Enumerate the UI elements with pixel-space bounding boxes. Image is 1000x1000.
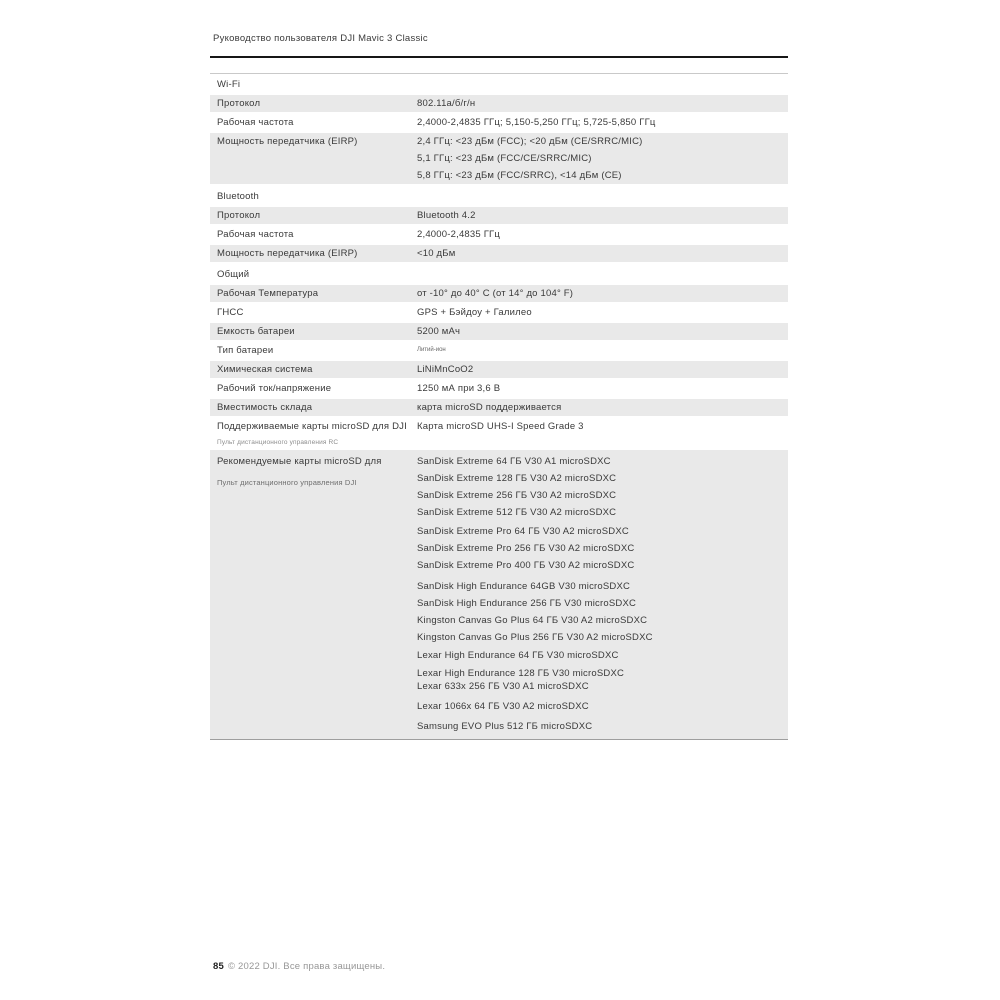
spec-value-line: 1250 мА при 3,6 В xyxy=(417,383,501,394)
spec-label xyxy=(210,226,414,243)
table-spec-row xyxy=(210,304,788,321)
page-title: Руководство пользователя DJI Mavic 3 Classic xyxy=(213,33,428,44)
spec-value-line: Литий-ион xyxy=(417,347,446,353)
spec-value xyxy=(414,304,788,321)
spec-value-line: SanDisk Extreme 512 ГБ V30 A2 microSDXC xyxy=(417,507,617,518)
table-spec-row xyxy=(210,95,788,112)
spec-value-line: SanDisk High Endurance 64GB V30 microSDXC xyxy=(417,581,631,592)
spec-value xyxy=(414,285,788,302)
table-spec-row xyxy=(210,285,788,302)
spec-value-line: Lexar High Endurance 64 ГБ V30 microSDXC xyxy=(417,650,619,661)
spec-value-line: SanDisk Extreme Pro 256 ГБ V30 A2 microSDXC xyxy=(417,543,635,554)
spec-value-line: 5,8 ГГц: <23 дБм (FCC/SRRC), <14 дБм (CE) xyxy=(417,170,622,181)
spec-value xyxy=(414,114,788,131)
spec-value-line: SanDisk Extreme 64 ГБ V30 A1 microSDXC xyxy=(417,456,611,467)
spec-table xyxy=(210,73,788,740)
spec-value-line: GPS + Бэйдоу + Галилео xyxy=(417,307,532,318)
spec-value xyxy=(414,453,788,735)
spec-label xyxy=(210,304,414,321)
spec-label xyxy=(210,285,414,302)
header-rule xyxy=(210,56,788,58)
page-number: 85 xyxy=(213,961,224,972)
spec-value xyxy=(414,361,788,378)
table-spec-row xyxy=(210,361,788,378)
spec-label xyxy=(210,207,414,224)
spec-label xyxy=(210,380,414,397)
spec-label-text: Поддерживаемые карты microSD для DJI xyxy=(217,421,407,432)
spec-label-text: Тип батареи xyxy=(217,345,274,356)
spec-value-line: 5200 мАч xyxy=(417,326,461,337)
spec-value xyxy=(414,207,788,224)
spec-value xyxy=(414,133,788,184)
spec-value-line: <10 дБм xyxy=(417,248,456,259)
spec-label-text: Рекомендуемые карты microSD для xyxy=(217,456,382,467)
spec-label xyxy=(210,245,414,262)
spec-label xyxy=(210,361,414,378)
spec-value-line: Lexar 1066x 64 ГБ V30 A2 microSDXC xyxy=(417,701,589,712)
table-section-header: Wi-Fi xyxy=(210,74,788,95)
spec-value-line: 5,1 ГГц: <23 дБм (FCC/CE/SRRC/MIC) xyxy=(417,153,592,164)
spec-value xyxy=(414,418,788,448)
spec-label-text: Рабочая частота xyxy=(217,229,294,240)
spec-value-line: 2,4 ГГц: <23 дБм (FCC); <20 дБм (CE/SRRC/MIC) xyxy=(417,136,643,147)
table-spec-row xyxy=(210,207,788,224)
spec-label xyxy=(210,399,414,416)
spec-label-text: Протокол xyxy=(217,98,261,109)
spec-label-text: Рабочая Температура xyxy=(217,288,319,299)
spec-value-line: 802.11a/б/г/н xyxy=(417,98,476,109)
spec-label-text: Вместимость склада xyxy=(217,402,313,413)
table-section-header: Bluetooth xyxy=(210,186,788,207)
spec-value xyxy=(414,226,788,243)
spec-label xyxy=(210,323,414,340)
spec-value-line: Kingston Canvas Go Plus 64 ГБ V30 A2 microSDXC xyxy=(417,615,648,626)
spec-value-line: Lexar High Endurance 128 ГБ V30 microSDXC xyxy=(417,668,625,679)
spec-value-line: карта microSD поддерживается xyxy=(417,402,562,413)
page-footer xyxy=(213,961,385,972)
spec-label-text: Мощность передатчика (EIRP) xyxy=(217,248,358,259)
spec-label xyxy=(210,114,414,131)
spec-value-line: 2,4000-2,4835 ГГц xyxy=(417,229,501,240)
spec-label-text: Химическая система xyxy=(217,364,313,375)
copyright-text: © 2022 DJI. Все права защищены. xyxy=(227,961,386,972)
spec-value-line: SanDisk Extreme Pro 400 ГБ V30 A2 microSDXC xyxy=(417,560,635,571)
table-spec-row xyxy=(210,380,788,397)
spec-label-text: ГНСС xyxy=(217,307,244,318)
spec-value-line: от -10° до 40° C (от 14° до 104° F) xyxy=(417,288,574,299)
spec-value xyxy=(414,245,788,262)
spec-value-line: Bluetooth 4.2 xyxy=(417,210,476,221)
spec-value-line: Lexar 633x 256 ГБ V30 A1 microSDXC xyxy=(417,681,589,692)
spec-value-line: Kingston Canvas Go Plus 256 ГБ V30 A2 microSDXC xyxy=(417,632,653,643)
table-spec-row xyxy=(210,418,788,448)
table-spec-row xyxy=(210,226,788,243)
spec-value-line: LiNiMnCoO2 xyxy=(417,364,474,375)
spec-label-text: Емкость батареи xyxy=(217,326,295,337)
spec-value-line: SanDisk Extreme Pro 64 ГБ V30 A2 microSDXC xyxy=(417,526,629,537)
table-spec-row xyxy=(210,450,788,740)
spec-label xyxy=(210,133,414,184)
spec-label-text: Рабочий ток/напряжение xyxy=(217,383,332,394)
spec-label-text: Рабочая частота xyxy=(217,117,294,128)
spec-value xyxy=(414,323,788,340)
spec-label-text: Протокол xyxy=(217,210,261,221)
spec-value xyxy=(414,399,788,416)
table-spec-row xyxy=(210,323,788,340)
spec-value xyxy=(414,380,788,397)
spec-label xyxy=(210,418,414,448)
spec-value xyxy=(414,95,788,112)
table-spec-row xyxy=(210,399,788,416)
spec-value-line: SanDisk Extreme 128 ГБ V30 A2 microSDXC xyxy=(417,473,617,484)
spec-value-line: Карта microSD UHS-I Speed Grade 3 xyxy=(417,421,584,432)
table-spec-row xyxy=(210,245,788,262)
spec-label xyxy=(210,342,414,359)
spec-label xyxy=(210,453,414,735)
table-spec-row xyxy=(210,114,788,131)
spec-label xyxy=(210,95,414,112)
table-section-header: Общий xyxy=(210,264,788,285)
spec-label-text: Мощность передатчика (EIRP) xyxy=(217,136,358,147)
spec-value-line: Samsung EVO Plus 512 ГБ microSDXC xyxy=(417,721,593,732)
table-spec-row xyxy=(210,133,788,184)
table-spec-row xyxy=(210,342,788,359)
spec-value-line: SanDisk Extreme 256 ГБ V30 A2 microSDXC xyxy=(417,490,617,501)
spec-value-line: SanDisk High Endurance 256 ГБ V30 microSDXC xyxy=(417,598,637,609)
spec-sublabel-text: Пульт дистанционного управления RC xyxy=(217,439,339,446)
spec-value-line: 2,4000-2,4835 ГГц; 5,150-5,250 ГГц; 5,725-5,850 ГГц xyxy=(417,117,656,128)
spec-value xyxy=(414,342,788,359)
spec-sublabel-text: Пульт дистанционного управления DJI xyxy=(217,478,357,487)
